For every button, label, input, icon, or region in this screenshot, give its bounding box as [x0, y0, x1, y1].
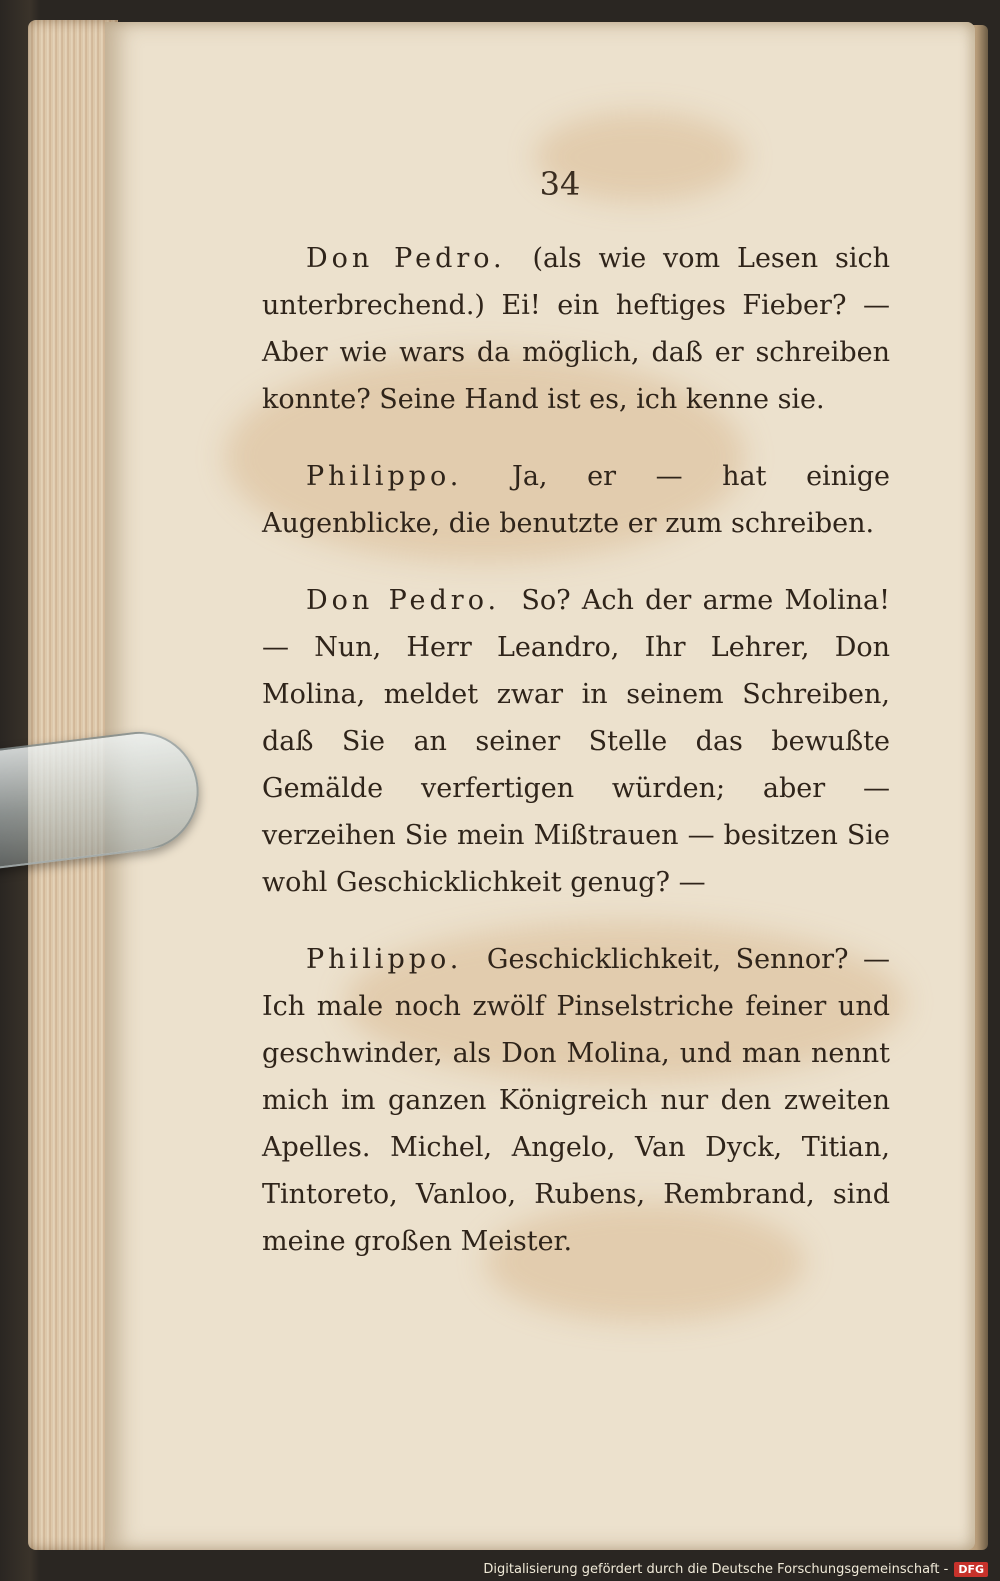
paragraph: [262, 936, 890, 1265]
paragraph: [262, 235, 890, 423]
paragraph: [262, 453, 890, 547]
paragraph-text: So? Ach der arme Molina! — Nun, Herr Leandro, Ihr Lehrer, Don Molina, meldet zwar in seinem Schreiben, daß Sie an seiner Stelle das bewußte Gemälde verfertigen würden; aber — verzeihen Sie mein Mißtrauen — besitzen Sie wohl Geschicklichkeit genug? —: [262, 585, 890, 898]
page-number: 34: [539, 165, 581, 203]
paragraph-text: Geschicklichkeit, Sennor? — Ich male noch zwölf Pinselstriche feiner und geschwinder, als Don Molina, und man nennt mich im ganzen Königreich nur den zweiten Apelles. Michel, Angelo, Van Dyck, Titian, Tintoreto, Vanloo, Rubens, Rembrand, sind meine großen Meister.: [262, 944, 890, 1257]
text-block: [262, 235, 890, 1295]
paragraph-text: (als wie vom Lesen sich unterbrechend.) Ei! ein heftiges Fieber? — Aber wie wars da möglich, daß er schreiben konnte? Seine Hand ist es, ich kenne sie.: [262, 243, 890, 415]
speaker-name: Don Pedro.: [306, 243, 506, 274]
paragraph: [262, 577, 890, 906]
paragraph-text: Ja, er — hat einige Augenblicke, die benutzte er zum schreiben.: [262, 461, 890, 539]
speaker-name: Philippo.: [306, 944, 463, 975]
speaker-name: Philippo.: [306, 461, 463, 492]
digitization-footer: [483, 1562, 988, 1577]
dfg-logo: DFG: [954, 1562, 988, 1577]
speaker-name: Don Pedro.: [306, 585, 501, 616]
footer-text: Digitalisierung gefördert durch die Deutsche Forschungsgemeinschaft -: [483, 1562, 949, 1577]
